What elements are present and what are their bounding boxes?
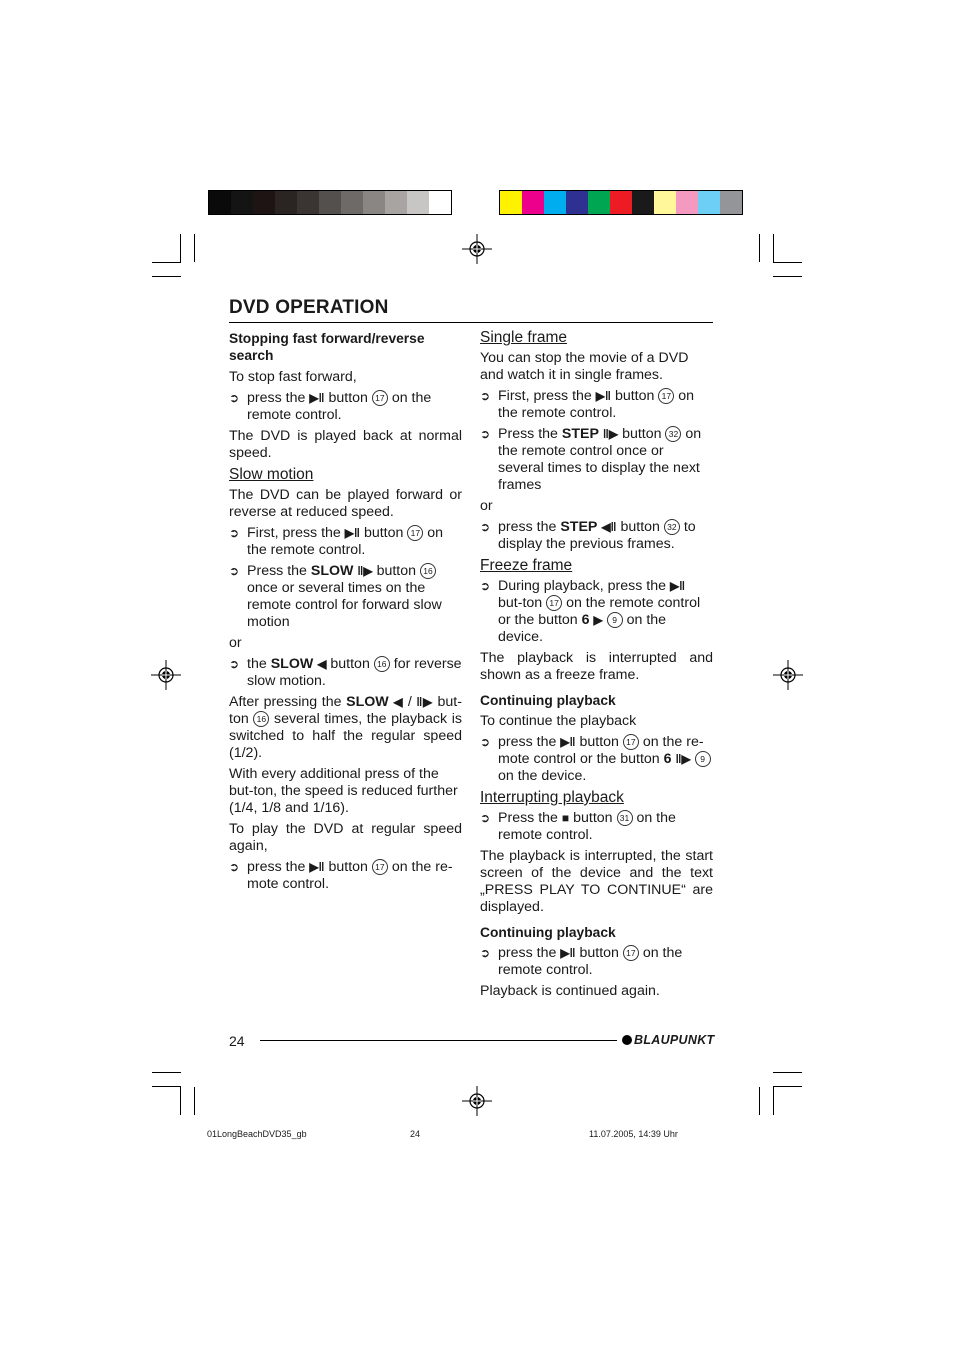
print-date: 11.07.2005, 14:39 Uhr [589, 1129, 678, 1139]
title-rule [229, 322, 713, 323]
list-item: ➲ Press the ■ button 31 on the remote control. [480, 810, 676, 843]
brand-logo [622, 1033, 714, 1047]
list-item: ➲ press the ▶‖ button 17 on the remote control. [229, 390, 432, 423]
section-heading-interrupting-playback: Interrupting playback [480, 789, 624, 806]
registration-mark-icon [462, 234, 492, 264]
list-item: ➲ the SLOW ◀ button 16 for reverse slow motion. [229, 656, 462, 689]
footer-rule [260, 1040, 617, 1041]
crop-mark [773, 1072, 802, 1073]
paragraph: To continue the playback [480, 713, 637, 729]
arrow-icon: ➲ [229, 526, 240, 540]
color-swatch [544, 191, 566, 214]
play-pause-icon: ▶‖ [560, 735, 576, 749]
color-swatch [676, 191, 698, 214]
number-32-badge: 32 [665, 426, 681, 442]
list-item: ➲ press the STEP ◀‖ button 32 to display the previous frames. [480, 519, 696, 552]
list-item: ➲ First, press the ▶‖ button 17 on the remote control. [480, 388, 695, 421]
play-pause-icon: ▶‖ [595, 389, 611, 403]
list-item: ➲ press the ▶‖ button 17 on the re-mote control or the button 6 ‖▶ 9 on the device. [480, 734, 713, 785]
grey-swatch [209, 191, 231, 214]
crop-mark [180, 234, 181, 263]
section-heading-single-frame: Single frame [480, 329, 568, 346]
paragraph: To stop fast forward, [229, 369, 357, 385]
paragraph: You can stop the movie of a DVD and watch it in single frames. [480, 350, 689, 383]
right-column [480, 329, 713, 1004]
crop-mark [152, 1072, 181, 1073]
number-16-badge: 16 [374, 656, 390, 672]
number-9-badge: 9 [695, 751, 711, 767]
grey-swatch [253, 191, 275, 214]
slow-back-icon: ◀ [317, 657, 327, 671]
number-16-badge: 16 [420, 563, 436, 579]
play-pause-icon: ▶‖ [309, 391, 325, 405]
crop-mark [759, 1087, 760, 1115]
paragraph: After pressing the SLOW ◀ / ‖▶ but-ton 16 several times, the playback is switched to half the regular speed (1/2). [229, 694, 462, 761]
crop-mark [152, 1086, 181, 1087]
grey-swatch [275, 191, 297, 214]
crop-mark [773, 276, 802, 277]
slow-back-icon: ◀ [393, 695, 404, 709]
grey-swatch [407, 191, 429, 214]
brand-dot-icon [622, 1035, 632, 1045]
color-swatch [500, 191, 522, 214]
step-forward-icon: ‖▶ [675, 752, 691, 766]
color-swatch [522, 191, 544, 214]
number-17-badge: 17 [658, 388, 674, 404]
arrow-icon: ➲ [480, 946, 491, 960]
step-forward-icon: ‖▶ [602, 427, 619, 441]
arrow-icon: ➲ [480, 427, 491, 441]
page-number: 24 [229, 1033, 245, 1049]
grey-swatch [297, 191, 319, 214]
paragraph-or: or [480, 498, 493, 514]
arrow-icon: ➲ [480, 811, 491, 825]
number-17-badge: 17 [546, 595, 562, 611]
number-32-badge: 32 [664, 519, 680, 535]
color-swatch [588, 191, 610, 214]
number-9-badge: 9 [607, 612, 623, 628]
play-pause-icon: ▶‖ [669, 579, 686, 593]
play-pause-icon: ▶‖ [309, 860, 325, 874]
list-item: ➲ Press the SLOW ‖▶ button 16 once or several times on the remote control for forward slow motion [229, 563, 442, 630]
page-title: DVD OPERATION [229, 297, 389, 318]
arrow-icon: ➲ [229, 860, 240, 874]
section-heading-freeze-frame: Freeze frame [480, 557, 573, 574]
paragraph: To play the DVD at regular speed again, [229, 821, 462, 854]
number-31-badge: 31 [617, 810, 633, 826]
arrow-icon: ➲ [480, 735, 491, 749]
color-swatch [610, 191, 632, 214]
slow-forward-icon: ‖▶ [416, 695, 433, 709]
grey-swatch [341, 191, 363, 214]
crop-mark [773, 234, 774, 263]
grey-swatch [363, 191, 385, 214]
paragraph: The playback is interrupted and shown as a freeze frame. [480, 650, 713, 683]
brand-name: BLAUPUNKT [634, 1033, 715, 1047]
crop-mark [152, 262, 181, 263]
list-item: ➲ press the ▶‖ button 17 on the remote control. [480, 945, 683, 978]
crop-mark [773, 262, 802, 263]
section-heading-stop-search: Stopping fast forward/reverse search [229, 331, 425, 363]
arrow-icon: ➲ [229, 657, 240, 671]
section-heading-slow-motion: Slow motion [229, 466, 314, 483]
greyscale-bar [208, 190, 452, 215]
left-column [229, 330, 462, 897]
list-item: ➲ press the ▶‖ button 17 on the re-mote control. [229, 859, 453, 892]
crop-mark [180, 1086, 181, 1115]
crop-mark [194, 234, 195, 262]
paragraph: The DVD is played back at normal speed. [229, 428, 462, 461]
color-swatch [566, 191, 588, 214]
grey-swatch [429, 191, 451, 214]
color-swatch [632, 191, 654, 214]
paragraph: With every additional press of the but-ton, the speed is reduced further (1/4, 1/8 and 1/16). [229, 766, 458, 816]
subheading-continuing-playback: Continuing playback [480, 693, 616, 708]
registration-mark-icon [773, 660, 803, 690]
number-17-badge: 17 [623, 945, 639, 961]
paragraph: Playback is continued again. [480, 983, 660, 999]
color-swatch [654, 191, 676, 214]
color-swatch [698, 191, 720, 214]
print-filename: 01LongBeachDVD35_gb [207, 1129, 307, 1139]
paragraph-or: or [229, 635, 242, 651]
paragraph: The playback is interrupted, the start screen of the device and the text „PRESS PLAY TO CONTINUE“ are displayed. [480, 848, 713, 915]
play-pause-icon: ▶‖ [560, 946, 576, 960]
number-17-badge: 17 [407, 525, 423, 541]
slow-forward-icon: ‖▶ [357, 564, 373, 578]
arrow-icon: ➲ [229, 564, 240, 578]
grey-swatch [231, 191, 253, 214]
arrow-icon: ➲ [480, 389, 491, 403]
paragraph: The DVD can be played forward or reverse at reduced speed. [229, 487, 462, 520]
list-item: ➲ First, press the ▶‖ button 17 on the remote control. [229, 525, 444, 558]
crop-mark [773, 1086, 774, 1115]
list-item: ➲ During playback, press the ▶‖ but-ton 17 on the remote control or the button 6 ▶ 9 on the device. [480, 578, 701, 645]
number-17-badge: 17 [623, 734, 639, 750]
crop-mark [152, 276, 181, 277]
grey-swatch [319, 191, 341, 214]
subheading-continuing-playback: Continuing playback [480, 925, 616, 940]
crop-mark [759, 234, 760, 262]
color-swatch [720, 191, 742, 214]
number-17-badge: 17 [372, 859, 388, 875]
arrow-icon: ➲ [229, 391, 240, 405]
number-17-badge: 17 [372, 390, 388, 406]
play-pause-icon: ▶‖ [344, 526, 360, 540]
print-page: 24 [410, 1129, 421, 1139]
list-item: ➲ Press the STEP ‖▶ button 32 on the remote control once or several times to display the next frames [480, 426, 702, 493]
arrow-icon: ➲ [480, 579, 491, 593]
number-16-badge: 16 [253, 711, 269, 727]
step-back-icon: ◀‖ [601, 520, 617, 534]
stop-icon: ■ [561, 811, 570, 825]
play-icon: ▶ [593, 613, 603, 627]
crop-mark [773, 1086, 802, 1087]
registration-mark-icon [151, 660, 181, 690]
grey-swatch [385, 191, 407, 214]
color-bar [499, 190, 743, 215]
registration-mark-icon [462, 1086, 492, 1116]
arrow-icon: ➲ [480, 520, 491, 534]
crop-mark [194, 1087, 195, 1115]
